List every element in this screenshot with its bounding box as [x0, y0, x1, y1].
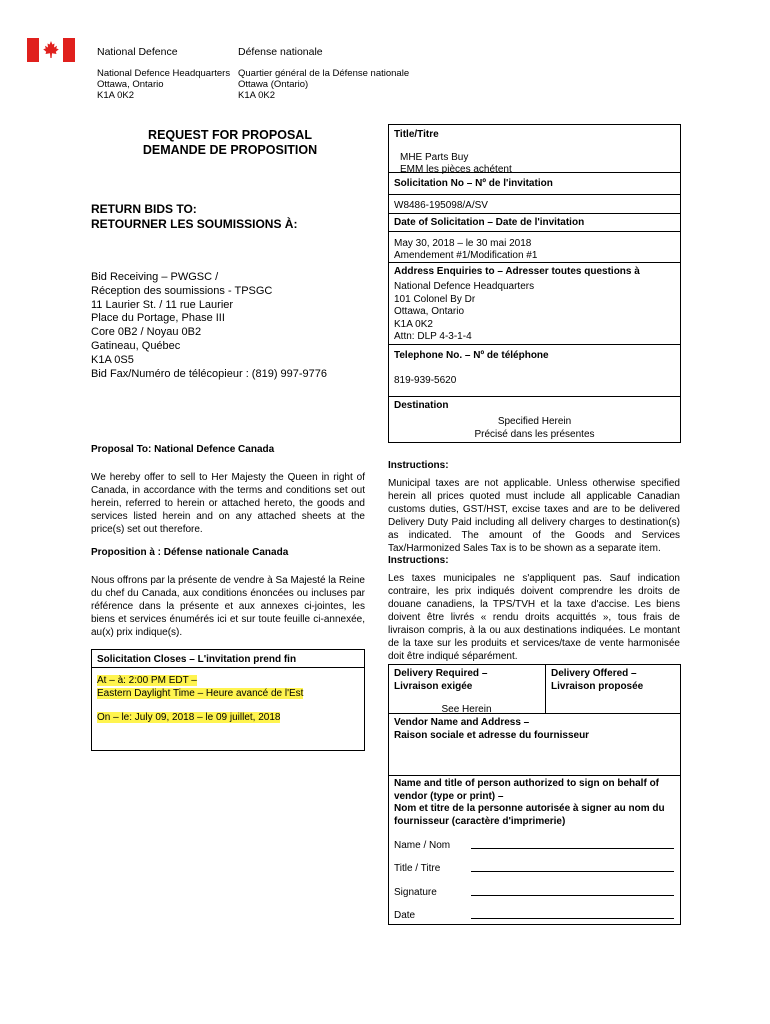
instructions-label-en: Instructions: [388, 460, 449, 471]
instructions-text-fr: Les taxes municipales ne s'appliquent pas. Sauf indication contraire, les prix indiqués doivent comprendre les droits de douane canadiens, la TPS/TVH et la taxe d'accise. Les biens doivent être livrés « rendu droits acquittés », tous frais de livraison compris, à la ou aux destinations indiquées. Le montant de la taxe sur les produits et services/taxe de vente harmonisée doit être indiqué séparément. [388, 573, 680, 662]
dept-name-en: National Defence [97, 46, 178, 58]
solicitation-date-label: Date of Solicitation – Date de l'invitation [394, 217, 585, 228]
proposal-to-en: Proposal To: National Defence Canada [91, 444, 275, 455]
closes-time: At – à: 2:00 PM EDT – Eastern Daylight Time – Heure avancé de l'Est [97, 675, 304, 699]
instructions-label-fr: Instructions: [388, 555, 449, 566]
solicitation-no-label: Solicitation No – Nº de l'invitation [394, 178, 553, 189]
enquiries-address: National Defence Headquarters 101 Colonel By Dr Ottawa, Ontario K1A 0K2 Attn: DLP 4-3-1-4 [394, 281, 535, 342]
authorized-signer-label: Name and title of person authorized to sign on behalf of vendor (type or print) – Nom et titre de la personne autorisée à signer au nom du fournisseur (caractère d'imprimerie) [394, 778, 665, 827]
signature-field[interactable] [471, 895, 674, 896]
closes-date: On – le: July 09, 2018 – le 09 juillet, 2018 [97, 712, 281, 723]
solicitation-no-value: W8486-195098/A/SV [394, 200, 488, 211]
destination-value: Specified Herein Précisé dans les présentes [474, 416, 595, 440]
solicitation-date-value: May 30, 2018 – le 30 mai 2018 Amendement #1/Modification #1 [394, 238, 538, 261]
date-field-label: Date [394, 910, 416, 921]
offer-text-fr: Nous offrons par la présente de vendre à Sa Majesté la Reine du chef du Canada, aux conditions énoncées ou incluses par référence dans la présente et aux annexes ci-jointes, les biens et services énumérés ici et sur toute feuille ci-annexée, au(x) prix indique(s). [91, 575, 365, 638]
offer-text-en: We hereby offer to sell to Her Majesty the Queen in right of Canada, in accordance with the terms and conditions set out herein, referred to herein or attached hereto, the goods and services listed herein and on any attached sheets at the price(s) set out therefore. [91, 472, 365, 535]
name-field-label: Name / Nom [394, 840, 451, 851]
title-field[interactable] [471, 871, 674, 872]
address-en: National Defence Headquarters Ottawa, Ontario K1A 0K2 [97, 68, 231, 101]
address-fr: Quartier général de la Défense nationale Ottawa (Ontario) K1A 0K2 [238, 68, 410, 101]
enquiries-label: Address Enquiries to – Adresser toutes questions à [394, 266, 640, 277]
date-field[interactable] [471, 918, 674, 919]
title-field-label: Title / Titre [394, 863, 441, 874]
title-label: Title/Titre [394, 129, 439, 140]
page-title: REQUEST FOR PROPOSAL DEMANDE DE PROPOSITION [142, 128, 318, 157]
title-value: MHE Parts Buy EMM les pièces achétent [400, 152, 512, 175]
telephone-value: 819-939-5620 [394, 375, 457, 386]
delivery-offered-label: Delivery Offered – Livraison proposée [551, 668, 644, 692]
telephone-label: Telephone No. – Nº de téléphone [394, 350, 549, 361]
proposal-to-fr: Proposition à : Défense nationale Canada [91, 547, 289, 558]
dept-name-fr: Défense nationale [238, 46, 323, 58]
delivery-required-label: Delivery Required – Livraison exigée [394, 668, 488, 692]
solicitation-closes-box [91, 649, 365, 751]
canada-flag-icon [27, 38, 75, 62]
return-bids-heading: RETURN BIDS TO: RETOURNER LES SOUMISSIONS À: [91, 202, 298, 231]
instructions-text-en: Municipal taxes are not applicable. Unless otherwise specified herein all prices quoted must include all applicable Canadian customs duties, GST/HST, excise taxes and are to be delivered Delivery Duty Paid including all delivery charges to destination(s) as indicated. The amount of the Goods and Services Tax/Harmonized Sales Tax is to be shown as a separate item. [388, 478, 680, 554]
delivery-required-value: See Herein [441, 704, 492, 715]
signature-field-label: Signature [394, 887, 437, 898]
name-field[interactable] [471, 848, 674, 849]
closes-label: Solicitation Closes – L'invitation prend fin [97, 654, 297, 665]
vendor-label: Vendor Name and Address – Raison sociale et adresse du fournisseur [394, 717, 590, 741]
destination-label: Destination [394, 400, 449, 411]
bid-receiving-address: Bid Receiving – PWGSC / Réception des soumissions - TPSGC 11 Laurier St. / 11 rue Laurier Place du Portage, Phase III Core 0B2 / Noyau 0B2 Gatineau, Québec K1A 0S5 Bid Fax/Numéro de télécopieur : (819) 997-9776 [91, 271, 328, 380]
